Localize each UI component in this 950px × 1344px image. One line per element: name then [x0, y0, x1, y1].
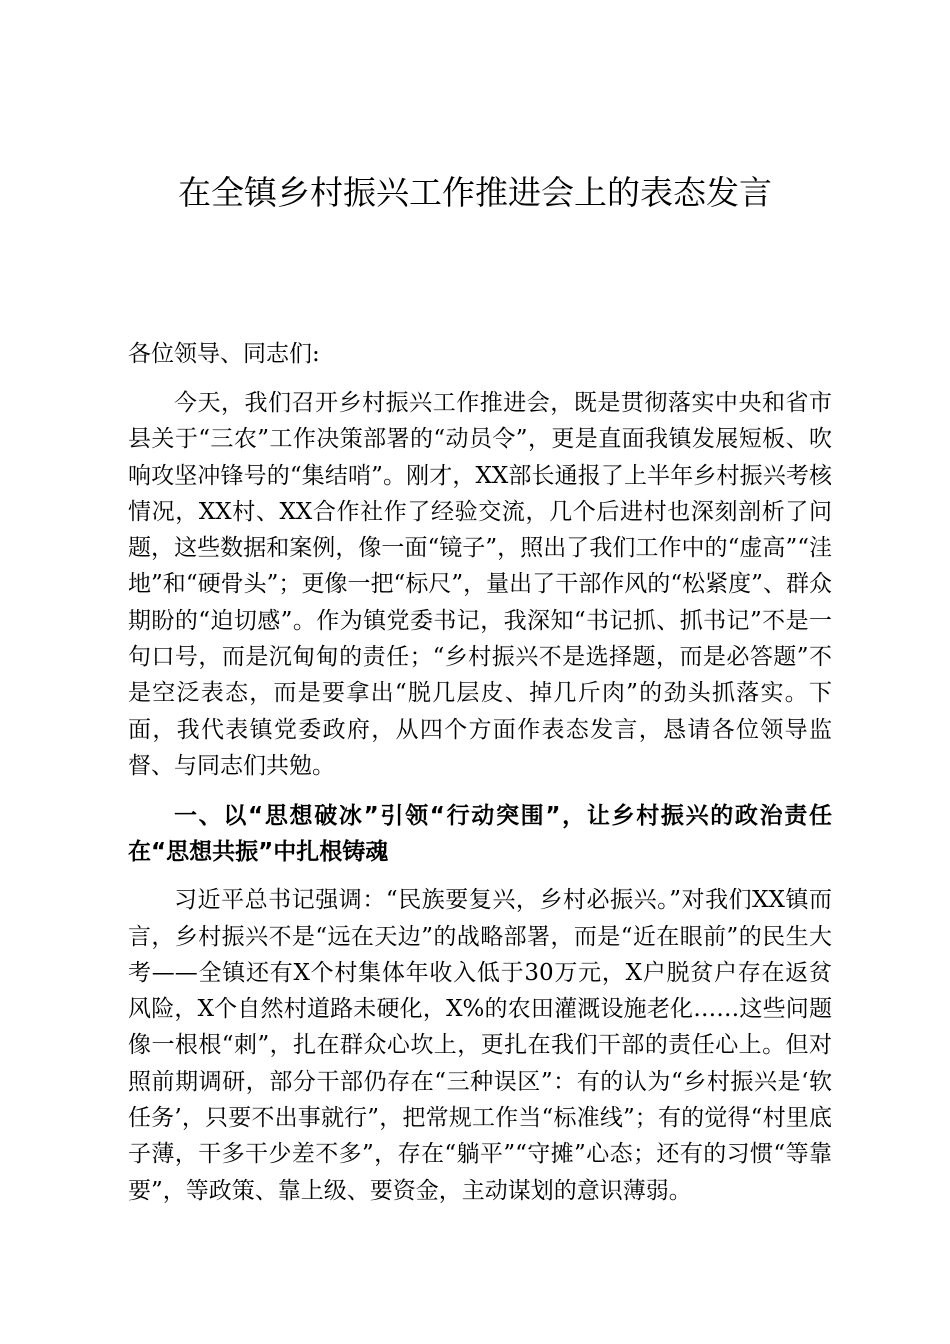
section-heading: 一、以“思想破冰”引领“行动突围”，让乡村振兴的政治责任在“思想共振”中扎根铸魂: [128, 803, 832, 866]
body-paragraph: 今天，我们召开乡村振兴工作推进会，既是贯彻落实中央和省市县关于“三农”工作决策部署的“动员令”，更是直面我镇发展短板、吹响攻坚冲锋号的“集结哨”。刚才，XX部长通报了上半年乡村振兴考核情况，XX村、XX合作社作了经验交流，几个后进村也深刻剖析了问题，这些数据和案例，像一面“镜子”，照出了我们工作中的“虚高”“洼地”和“硬骨头”；更像一把“标尺”，量出了干部作风的“松紧度”、群众期盼的“迫切感”。作为镇党委书记，我深知“书记抓、抓书记”不是一句口号，而是沉甸甸的责任；“乡村振兴不是选择题，而是必答题”不是空泛表态，而是要拿出“脱几层皮、掉几斤肉”的劲头抓落实。下面，我代表镇党委政府，从四个方面作表态发言，恳请各位领导监督、与同志们共勉。: [128, 390, 832, 779]
document-title: 在全镇乡村振兴工作推进会上的表态发言: [178, 173, 772, 212]
body-paragraph: 习近平总书记强调：“民族要复兴，乡村必振兴。”对我们XX镇而言，乡村振兴不是“远在天边”的战略部署，而是“近在眼前”的民生大考——全镇还有X个村集体年收入低于30万元，X户脱贫户存在返贫风险，X个自然村道路未硬化，X%的农田灌溉设施老化……这些问题像一根根“刺”，扎在群众心坎上，更扎在我们干部的责任心上。但对照前期调研，部分干部仍存在“三种误区”：有的认为“乡村振兴是‘软任务’，只要不出事就行”，把常规工作当“标准线”；有的觉得“村里底子薄，干多干少差不多”，存在“躺平”“守摊”心态；还有的习惯“等靠要”，等政策、靠上级、要资金，主动谋划的意识薄弱。: [128, 887, 832, 1204]
document-body: [128, 335, 832, 1209]
salutation: 各位领导、同志们:: [128, 341, 320, 367]
